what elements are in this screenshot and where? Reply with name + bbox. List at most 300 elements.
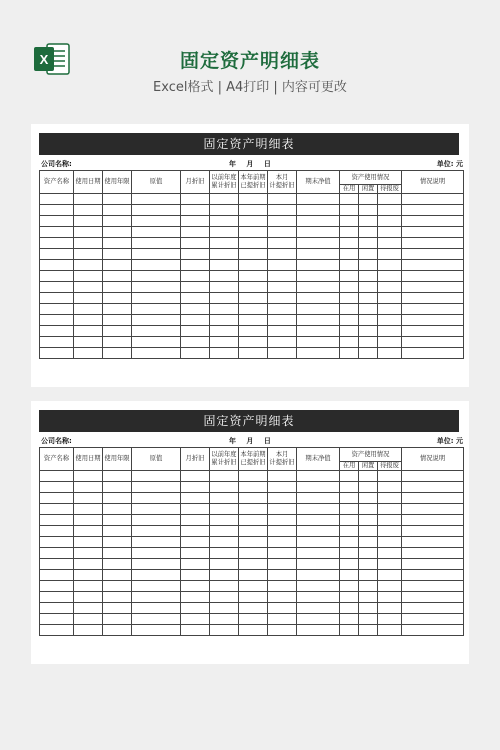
table-cell — [359, 558, 378, 569]
table-cell — [359, 569, 378, 580]
table-cell — [359, 602, 378, 613]
table-cell — [40, 503, 74, 514]
table-cell — [40, 259, 74, 270]
table-row — [40, 281, 464, 292]
table-cell — [297, 259, 340, 270]
table-cell — [378, 624, 402, 635]
table-cell — [378, 248, 402, 259]
col-month-depr: 本月 计提折旧 — [268, 171, 297, 194]
table-cell — [340, 558, 359, 569]
table-cell — [268, 270, 297, 281]
col-cur-depr: 本年前期 已提折旧 — [239, 171, 268, 194]
table-cell — [359, 248, 378, 259]
table-cell — [103, 292, 132, 303]
table-cell — [132, 259, 181, 270]
table-cell — [297, 193, 340, 204]
table-cell — [210, 303, 239, 314]
table-cell — [378, 193, 402, 204]
table-cell — [239, 193, 268, 204]
table-row — [40, 602, 464, 613]
table-row — [40, 314, 464, 325]
table-cell — [402, 591, 464, 602]
table-cell — [378, 525, 402, 536]
table-cell — [340, 347, 359, 358]
table-cell — [40, 270, 74, 281]
table-cell — [210, 481, 239, 492]
table-cell — [210, 580, 239, 591]
table-cell — [239, 602, 268, 613]
table-cell — [210, 347, 239, 358]
table-cell — [132, 514, 181, 525]
table-cell — [359, 624, 378, 635]
table-cell — [340, 580, 359, 591]
asset-table — [39, 170, 464, 359]
table-cell — [359, 237, 378, 248]
col-pending-scrap: 待报废 — [378, 185, 402, 194]
table-cell — [74, 259, 103, 270]
table-cell — [340, 314, 359, 325]
table-cell — [378, 292, 402, 303]
table-cell — [239, 226, 268, 237]
table-cell — [40, 580, 74, 591]
table-cell — [181, 193, 210, 204]
table-cell — [132, 193, 181, 204]
table-cell — [359, 204, 378, 215]
table-cell — [340, 569, 359, 580]
table-cell — [268, 248, 297, 259]
table-cell — [359, 270, 378, 281]
table-cell — [132, 525, 181, 536]
table-cell — [103, 514, 132, 525]
col-use-date: 使用日期 — [74, 448, 103, 471]
table-cell — [103, 215, 132, 226]
table-cell — [239, 325, 268, 336]
table-cell — [181, 303, 210, 314]
table-body — [40, 470, 464, 635]
table-cell — [181, 591, 210, 602]
table-cell — [297, 624, 340, 635]
table-row — [40, 215, 464, 226]
table-cell — [132, 292, 181, 303]
table-row — [40, 303, 464, 314]
table-cell — [297, 292, 340, 303]
table-cell — [74, 204, 103, 215]
table-cell — [378, 215, 402, 226]
table-cell — [378, 591, 402, 602]
table-cell — [40, 248, 74, 259]
table-row — [40, 492, 464, 503]
table-cell — [181, 325, 210, 336]
table-cell — [340, 602, 359, 613]
table-cell — [132, 248, 181, 259]
table-cell — [402, 226, 464, 237]
table-cell — [268, 514, 297, 525]
table-cell — [268, 237, 297, 248]
table-cell — [359, 303, 378, 314]
table-cell — [181, 237, 210, 248]
table-cell — [74, 558, 103, 569]
table-cell — [210, 314, 239, 325]
table-cell — [359, 347, 378, 358]
table-cell — [340, 237, 359, 248]
table-cell — [340, 525, 359, 536]
table-cell — [40, 204, 74, 215]
table-cell — [103, 270, 132, 281]
table-cell — [239, 536, 268, 547]
table-cell — [297, 591, 340, 602]
table-cell — [268, 536, 297, 547]
table-cell — [210, 602, 239, 613]
table-cell — [103, 347, 132, 358]
table-cell — [359, 215, 378, 226]
table-row — [40, 624, 464, 635]
col-idle: 闲置 — [359, 462, 378, 471]
col-original-value: 原值 — [132, 171, 181, 194]
table-cell — [74, 525, 103, 536]
table-cell — [181, 248, 210, 259]
table-cell — [402, 492, 464, 503]
table-row — [40, 248, 464, 259]
table-cell — [40, 569, 74, 580]
table-cell — [340, 547, 359, 558]
table-cell — [359, 514, 378, 525]
table-cell — [103, 624, 132, 635]
company-label: 公司名称: — [41, 160, 72, 168]
table-cell — [402, 281, 464, 292]
table-cell — [340, 270, 359, 281]
table-row — [40, 347, 464, 358]
table-cell — [74, 602, 103, 613]
table-cell — [132, 336, 181, 347]
table-cell — [378, 481, 402, 492]
table-cell — [239, 303, 268, 314]
table-cell — [40, 226, 74, 237]
table-cell — [40, 514, 74, 525]
table-cell — [103, 569, 132, 580]
col-monthly-depr: 月折旧 — [181, 448, 210, 471]
table-cell — [74, 347, 103, 358]
table-cell — [40, 613, 74, 624]
table-cell — [402, 270, 464, 281]
table-cell — [74, 226, 103, 237]
table-cell — [402, 558, 464, 569]
table-cell — [402, 325, 464, 336]
table-row — [40, 536, 464, 547]
table-cell — [40, 336, 74, 347]
table-cell — [268, 613, 297, 624]
table-cell — [132, 325, 181, 336]
sheet-title: 固定资产明细表 — [39, 133, 459, 155]
table-cell — [210, 259, 239, 270]
table-cell — [40, 325, 74, 336]
page-title: 固定资产明细表 — [179, 50, 320, 72]
table-cell — [74, 613, 103, 624]
table-cell — [402, 613, 464, 624]
table-cell — [268, 624, 297, 635]
table-cell — [378, 613, 402, 624]
table-cell — [210, 292, 239, 303]
table-cell — [132, 226, 181, 237]
table-cell — [402, 193, 464, 204]
table-cell — [40, 303, 74, 314]
table-cell — [402, 569, 464, 580]
table-cell — [268, 569, 297, 580]
table-cell — [132, 580, 181, 591]
table-cell — [181, 259, 210, 270]
table-cell — [132, 602, 181, 613]
table-cell — [359, 591, 378, 602]
table-cell — [340, 292, 359, 303]
table-cell — [210, 624, 239, 635]
table-cell — [378, 580, 402, 591]
table-cell — [402, 215, 464, 226]
table-cell — [210, 325, 239, 336]
table-cell — [359, 470, 378, 481]
table-cell — [40, 292, 74, 303]
table-cell — [268, 492, 297, 503]
table-cell — [297, 558, 340, 569]
table-cell — [181, 336, 210, 347]
table-cell — [74, 281, 103, 292]
table-cell — [103, 303, 132, 314]
table-cell — [132, 215, 181, 226]
table-cell — [181, 503, 210, 514]
table-cell — [402, 470, 464, 481]
col-idle: 闲置 — [359, 185, 378, 194]
table-cell — [181, 204, 210, 215]
table-cell — [40, 558, 74, 569]
table-cell — [297, 536, 340, 547]
col-remarks: 情况说明 — [402, 171, 464, 194]
table-cell — [378, 336, 402, 347]
table-cell — [297, 270, 340, 281]
table-cell — [340, 336, 359, 347]
table-cell — [40, 525, 74, 536]
table-cell — [340, 248, 359, 259]
table-cell — [210, 503, 239, 514]
table-cell — [103, 248, 132, 259]
table-cell — [239, 580, 268, 591]
col-pending-scrap: 待报废 — [378, 462, 402, 471]
table-cell — [74, 547, 103, 558]
table-cell — [378, 237, 402, 248]
table-cell — [181, 481, 210, 492]
table-cell — [181, 215, 210, 226]
table-cell — [210, 569, 239, 580]
table-cell — [340, 624, 359, 635]
date-label: 年 月 日 — [229, 160, 271, 168]
table-cell — [40, 591, 74, 602]
table-cell — [359, 481, 378, 492]
table-row — [40, 204, 464, 215]
table-body — [40, 193, 464, 358]
table-cell — [132, 536, 181, 547]
table-cell — [297, 248, 340, 259]
col-use-years: 使用年限 — [103, 171, 132, 194]
table-cell — [103, 314, 132, 325]
table-cell — [239, 591, 268, 602]
table-cell — [297, 602, 340, 613]
table-cell — [402, 580, 464, 591]
col-usage-group: 资产使用情况 — [340, 171, 402, 185]
table-cell — [40, 470, 74, 481]
table-cell — [103, 580, 132, 591]
table-row — [40, 193, 464, 204]
table-cell — [268, 580, 297, 591]
table-cell — [402, 547, 464, 558]
table-cell — [181, 624, 210, 635]
table-cell — [402, 624, 464, 635]
table-cell — [359, 547, 378, 558]
table-cell — [74, 237, 103, 248]
table-row — [40, 547, 464, 558]
page-header — [0, 0, 500, 110]
table-cell — [402, 514, 464, 525]
table-cell — [210, 591, 239, 602]
table-cell — [239, 237, 268, 248]
table-cell — [268, 547, 297, 558]
table-cell — [239, 558, 268, 569]
table-cell — [359, 336, 378, 347]
table-cell — [378, 303, 402, 314]
table-cell — [402, 602, 464, 613]
table-cell — [74, 569, 103, 580]
table-cell — [297, 303, 340, 314]
col-original-value: 原值 — [132, 448, 181, 471]
table-row — [40, 226, 464, 237]
sheet-preview-2 — [31, 401, 469, 664]
table-cell — [239, 547, 268, 558]
table-cell — [40, 314, 74, 325]
table-cell — [210, 336, 239, 347]
table-cell — [297, 481, 340, 492]
table-cell — [378, 547, 402, 558]
company-label: 公司名称: — [41, 437, 72, 445]
table-cell — [340, 514, 359, 525]
table-cell — [181, 525, 210, 536]
table-cell — [239, 314, 268, 325]
table-cell — [181, 514, 210, 525]
table-cell — [239, 336, 268, 347]
table-cell — [268, 325, 297, 336]
table-cell — [103, 492, 132, 503]
table-cell — [132, 204, 181, 215]
table-cell — [103, 281, 132, 292]
table-cell — [181, 314, 210, 325]
table-cell — [40, 215, 74, 226]
table-cell — [210, 226, 239, 237]
table-cell — [340, 259, 359, 270]
table-cell — [103, 325, 132, 336]
table-cell — [132, 591, 181, 602]
table-cell — [181, 547, 210, 558]
table-cell — [359, 580, 378, 591]
table-cell — [340, 470, 359, 481]
col-net-value: 期末净值 — [297, 171, 340, 194]
table-cell — [74, 270, 103, 281]
table-cell — [402, 237, 464, 248]
table-cell — [210, 281, 239, 292]
table-cell — [268, 215, 297, 226]
table-cell — [74, 215, 103, 226]
table-cell — [297, 503, 340, 514]
table-cell — [132, 569, 181, 580]
table-cell — [103, 470, 132, 481]
table-cell — [297, 314, 340, 325]
table-cell — [268, 336, 297, 347]
table-cell — [74, 303, 103, 314]
table-cell — [103, 204, 132, 215]
unit-label: 单位: 元 — [436, 160, 463, 168]
table-cell — [239, 292, 268, 303]
table-cell — [340, 204, 359, 215]
table-cell — [40, 536, 74, 547]
table-cell — [268, 503, 297, 514]
table-cell — [132, 558, 181, 569]
table-cell — [378, 325, 402, 336]
table-cell — [268, 281, 297, 292]
col-monthly-depr: 月折旧 — [181, 171, 210, 194]
table-cell — [297, 347, 340, 358]
table-cell — [297, 613, 340, 624]
table-cell — [181, 270, 210, 281]
table-cell — [103, 259, 132, 270]
table-cell — [359, 281, 378, 292]
table-cell — [74, 336, 103, 347]
asset-table — [39, 447, 464, 636]
table-cell — [340, 503, 359, 514]
table-cell — [340, 536, 359, 547]
table-cell — [268, 470, 297, 481]
table-cell — [181, 281, 210, 292]
col-prev-depr: 以前年度 累计折旧 — [210, 448, 239, 471]
table-row — [40, 525, 464, 536]
table-cell — [40, 193, 74, 204]
table-cell — [210, 613, 239, 624]
table-row — [40, 259, 464, 270]
table-cell — [268, 292, 297, 303]
table-cell — [239, 481, 268, 492]
table-cell — [74, 481, 103, 492]
table-cell — [359, 226, 378, 237]
table-cell — [132, 547, 181, 558]
table-cell — [340, 215, 359, 226]
table-cell — [74, 193, 103, 204]
col-in-use: 在用 — [340, 185, 359, 194]
table-cell — [340, 481, 359, 492]
table-cell — [40, 481, 74, 492]
table-cell — [40, 237, 74, 248]
table-cell — [239, 624, 268, 635]
table-cell — [297, 336, 340, 347]
table-cell — [239, 259, 268, 270]
table-cell — [268, 347, 297, 358]
table-row — [40, 569, 464, 580]
table-cell — [181, 602, 210, 613]
table-cell — [378, 503, 402, 514]
table-cell — [268, 226, 297, 237]
table-cell — [378, 492, 402, 503]
table-cell — [181, 613, 210, 624]
table-cell — [132, 303, 181, 314]
table-cell — [181, 492, 210, 503]
table-row — [40, 481, 464, 492]
table-cell — [359, 492, 378, 503]
table-cell — [74, 503, 103, 514]
table-cell — [181, 470, 210, 481]
table-cell — [378, 470, 402, 481]
table-row — [40, 336, 464, 347]
